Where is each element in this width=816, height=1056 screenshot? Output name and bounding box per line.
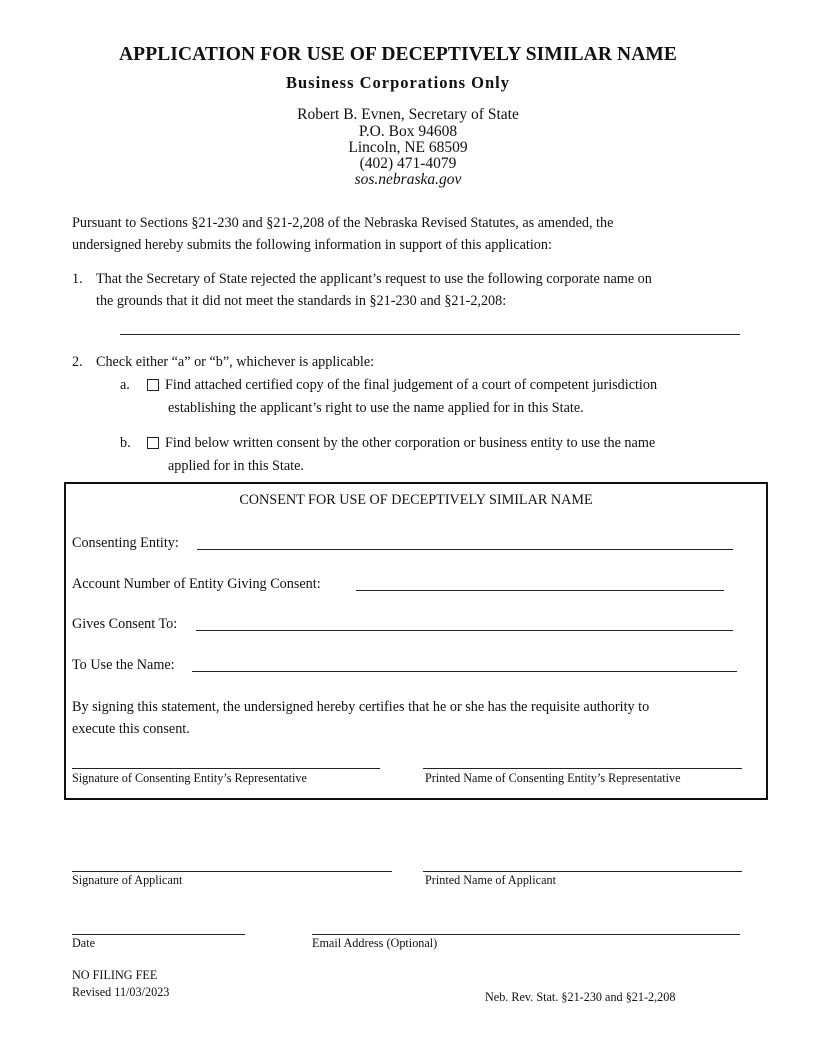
consent-title: CONSENT FOR USE OF DECEPTIVELY SIMILAR NAME [239, 492, 593, 508]
page-title: APPLICATION FOR USE OF DECEPTIVELY SIMILAR NAME [119, 44, 677, 65]
applicant-signature-field[interactable] [72, 871, 392, 872]
phone-number: (402) 471-4079 [359, 155, 457, 172]
option-b-checkbox[interactable] [147, 437, 159, 449]
item-1-line-2: the grounds that it did not meet the standards in §21-230 and §21-2,208: [96, 293, 507, 309]
item-1-line-1: That the Secretary of State rejected the applicant’s request to use the following corporate name on [96, 271, 652, 287]
consent-box [64, 482, 768, 800]
website: sos.nebraska.gov [354, 171, 462, 188]
date-field[interactable] [72, 934, 245, 935]
option-b-line-2: applied for in this State. [168, 458, 304, 474]
option-b-line-1: Find below written consent by the other corporation or business entity to use the name [165, 435, 656, 451]
po-box: P.O. Box 94608 [358, 123, 458, 140]
representative-signature-field[interactable] [72, 768, 380, 769]
option-a-letter: a. [120, 377, 130, 393]
representative-signature-label: Signature of Consenting Entity’s Representative [72, 771, 307, 785]
account-number-field[interactable] [356, 590, 724, 591]
representative-printed-name-label: Printed Name of Consenting Entity’s Representative [425, 771, 681, 785]
revised-date: Revised 11/03/2023 [72, 985, 170, 999]
statute-reference: Neb. Rev. Stat. §21-230 and §21-2,208 [485, 990, 676, 1004]
item-1-number: 1. [72, 271, 83, 287]
filing-fee-note: NO FILING FEE [72, 968, 158, 982]
option-b-letter: b. [120, 435, 131, 451]
use-name-label: To Use the Name: [72, 657, 175, 673]
certify-line-2: execute this consent. [72, 721, 190, 737]
applicant-printed-name-label: Printed Name of Applicant [425, 873, 556, 887]
option-a-checkbox[interactable] [147, 379, 159, 391]
applicant-signature-label: Signature of Applicant [72, 873, 183, 887]
consenting-entity-label: Consenting Entity: [72, 535, 179, 551]
use-name-field[interactable] [192, 671, 737, 672]
intro-line-2: undersigned hereby submits the following information in support of this application: [72, 237, 552, 253]
item-2-text: Check either “a” or “b”, whichever is applicable: [96, 354, 375, 370]
representative-printed-name-field[interactable] [423, 768, 742, 769]
account-number-label: Account Number of Entity Giving Consent: [72, 576, 321, 592]
email-field[interactable] [312, 934, 740, 935]
certify-line-1: By signing this statement, the undersigned hereby certifies that he or she has the requisite authority to [72, 699, 650, 715]
email-label: Email Address (Optional) [312, 936, 438, 950]
intro-line-1: Pursuant to Sections §21-230 and §21-2,208 of the Nebraska Revised Statutes, as amended, the [72, 215, 614, 231]
rejected-name-field[interactable] [120, 334, 740, 335]
secretary-name: Robert B. Evnen, Secretary of State [297, 106, 519, 123]
option-a-line-1: Find attached certified copy of the final judgement of a court of competent jurisdiction [165, 377, 658, 393]
gives-consent-to-label: Gives Consent To: [72, 616, 178, 632]
gives-consent-to-field[interactable] [196, 630, 733, 631]
city-state-zip: Lincoln, NE 68509 [348, 139, 468, 156]
applicant-printed-name-field[interactable] [423, 871, 742, 872]
option-a-line-2: establishing the applicant’s right to use the name applied for in this State. [168, 400, 584, 416]
page-subtitle: Business Corporations Only [285, 73, 511, 92]
consenting-entity-field[interactable] [197, 549, 733, 550]
item-2-number: 2. [72, 354, 83, 370]
date-label: Date [72, 936, 96, 950]
